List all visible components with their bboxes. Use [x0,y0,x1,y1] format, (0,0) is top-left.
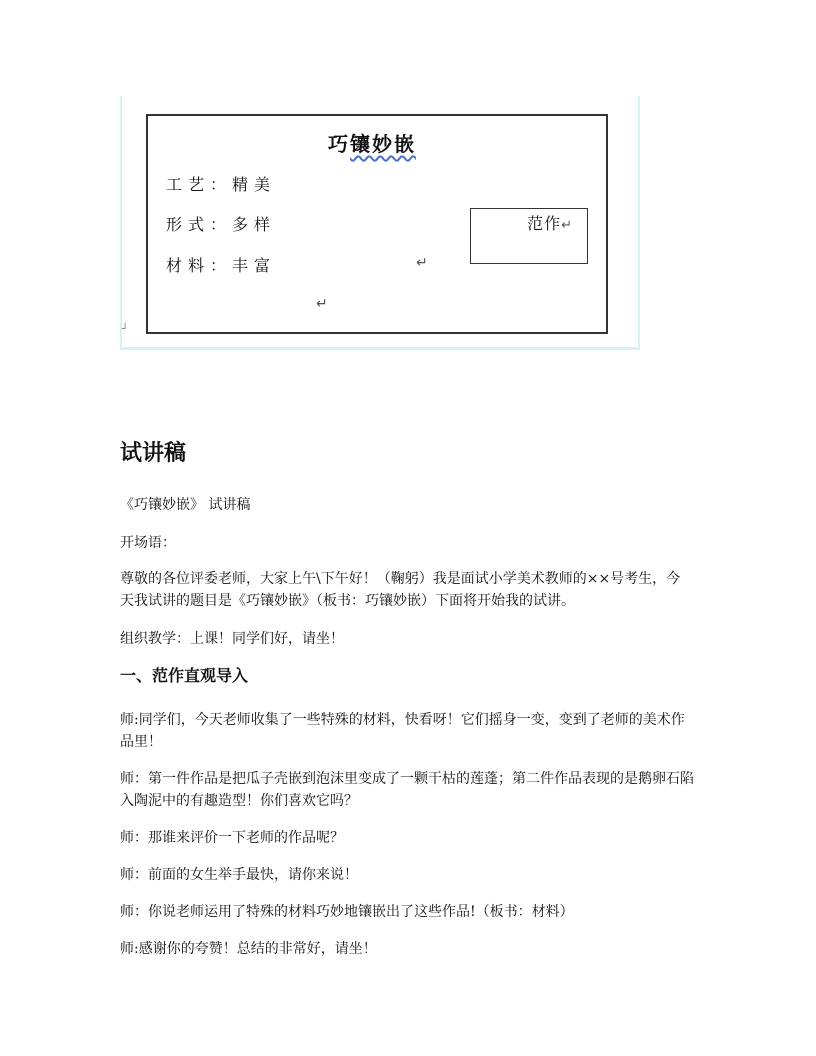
opening-paragraph: 尊敬的各位评委老师，大家上午\下午好！（鞠躬）我是面试小学美术教师的××号考生，今天我试讲的题目是《巧镶妙嵌》（板书：巧镶妙嵌）下面将开始我的试讲。 [120,571,681,609]
opening-label: 开场语： [120,535,176,551]
return-mark: ↵ [316,296,328,312]
paragraph: 师：那谁来评价一下老师的作品呢？ [120,830,344,846]
sample-work-label: 范作↵ [527,214,573,233]
sample-work-box [470,208,588,264]
document-body [120,436,710,960]
return-mark: ↵ [416,255,428,271]
section-heading: 一、范作直观导入 [120,666,249,685]
corner-mark: ┘ [122,324,129,335]
board-title: 巧镶妙嵌 [328,132,416,156]
paragraph: 师：前面的女生举手最快，请你来说！ [120,867,358,883]
board-line-material: 材料：丰富 [166,256,277,275]
page-title: 试讲稿 [120,441,187,466]
board-line-craft: 工艺：精美 [166,175,277,194]
paragraph: 师:感谢你的夸赞！总结的非常好，请坐！ [120,941,377,957]
paragraph: 师：第一件作品是把瓜子壳嵌到泡沫里变成了一颗干枯的莲蓬；第二件作品表现的是鹅卵石陷入陶泥中的有趣造型！你们喜欢它吗？ [120,771,694,809]
paragraph: 师:同学们，今天老师收集了一些特殊的材料，快看呀！它们摇身一变，变到了老师的美术作品里！ [120,712,685,750]
board-line-form: 形式：多样 [166,215,277,234]
paragraph: 师：你说老师运用了特殊的材料巧妙地镶嵌出了这些作品!（板书：材料） [120,904,574,920]
blackboard-design-image [146,114,608,334]
subtitle: 《巧镶妙嵌》 试讲稿 [120,497,251,513]
organize-paragraph: 组织教学：上课！同学们好，请坐！ [120,631,344,647]
